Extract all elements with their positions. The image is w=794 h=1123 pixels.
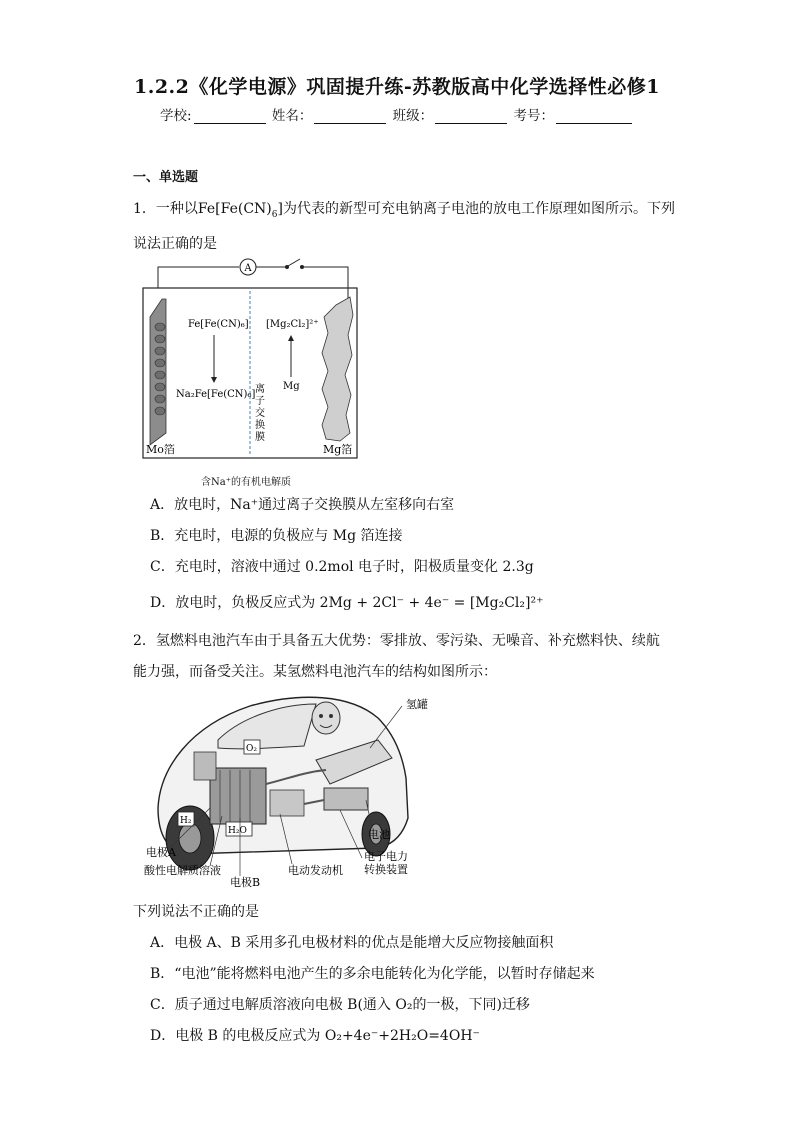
left-wire: [158, 267, 239, 288]
right-wire: [304, 267, 348, 303]
ammeter-label: A: [244, 263, 252, 274]
name-label: 姓名：: [271, 108, 313, 124]
q2-stem-question: 下列说法不正确的是: [133, 904, 259, 920]
q1-formula-main: Fe[Fe(CN): [197, 201, 272, 217]
q1-stem-line2: 说法正确的是: [133, 236, 217, 252]
driver-icon: [312, 702, 340, 734]
q1-formula-sub: 6: [271, 209, 278, 220]
q1-formula-close: ]: [277, 201, 283, 217]
mg-foil-electrode: [322, 297, 353, 441]
electric-motor: [270, 790, 304, 816]
electrolyte-label: 酸性电解质溶液: [144, 864, 221, 877]
q2-option-a[interactable]: A．电极 A、B 采用多孔电极材料的优点是能增大反应物接触面积: [150, 935, 554, 951]
converter-label-line2: 转换装置: [364, 863, 408, 876]
q1-option-b[interactable]: B．充电时，电源的负极应与 Mg 箔连接: [150, 528, 403, 544]
membrane-char-3: 交: [255, 408, 265, 419]
membrane-char-4: 换: [255, 420, 265, 431]
battery-label: 电池: [368, 828, 390, 841]
compressor: [194, 752, 216, 780]
h2-tag: H₂: [180, 816, 192, 826]
q2-option-d[interactable]: D．电极 B 的电极反应式为 O₂+4e⁻+2H₂O=4OH⁻: [150, 1028, 480, 1044]
exam-number-label: 考号：: [513, 108, 554, 124]
q2-option-b[interactable]: B．“电池”能将燃料电池产生的多余电能转化为化学能，以暂时存储起来: [150, 966, 595, 982]
student-info-line: [0, 104, 794, 124]
name-blank[interactable]: [314, 109, 386, 124]
o2-tag: O₂: [246, 744, 257, 754]
switch-icon: [288, 259, 300, 266]
species-mg: Mg: [283, 381, 300, 392]
arrow-head-up: [288, 335, 294, 341]
q1-option-a[interactable]: A．放电时，Na⁺通过离子交换膜从左室移向右室: [150, 497, 455, 513]
q1-suffix: 为代表的新型可充电钠离子电池的放电工作原理如图所示。下列: [282, 201, 675, 217]
species-na2fe-fecn: Na₂Fe[Fe(CN)₆]: [176, 389, 256, 400]
electrode-b-label: 电极B: [230, 876, 261, 888]
q1-prefix: 1．一种以: [133, 201, 198, 217]
mg-foil-label: Mg箔: [323, 443, 353, 456]
battery-diagram: [140, 255, 362, 463]
membrane-char-2: 子: [255, 396, 265, 407]
membrane-char-1: 离: [255, 384, 265, 395]
electrode-a-label: 电极A: [146, 846, 176, 859]
figure1-caption: 含Na⁺的有机电解质: [201, 477, 291, 488]
q2-stem-line1: 2．氢燃料电池汽车由于具备五大优势：零排放、零污染、无噪音、补充燃料快、续航: [133, 633, 660, 649]
q2-stem-line2: 能力强，而备受关注。某氢燃料电池汽车的结构如图所示：: [133, 664, 497, 680]
converter-label-line1: 电子电力: [364, 850, 408, 863]
fuel-cell-car-diagram: [140, 688, 430, 888]
switch-terminal-right: [300, 265, 304, 269]
class-blank[interactable]: [435, 109, 507, 124]
q1-stem-line1: [133, 198, 675, 220]
section-heading: 一、单选题: [133, 170, 199, 185]
q2-option-c[interactable]: C．质子通过电解质溶液向电极 B(通入 O₂的一极，下同)迁移: [150, 997, 530, 1013]
q1-option-d[interactable]: D．放电时，负极反应式为 2Mg + 2Cl⁻ + 4e⁻ = [Mg₂Cl₂]²⁺: [150, 595, 544, 611]
school-blank[interactable]: [194, 109, 266, 124]
species-mg2cl2: [Mg₂Cl₂]²⁺: [266, 319, 319, 330]
fuel-cell-stack: [210, 768, 266, 824]
q1-formula: [197, 201, 283, 220]
page-title: 1.2.2《化学电源》巩固提升练-苏教版高中化学选择性必修1: [134, 76, 660, 98]
q1-option-c[interactable]: C．充电时，溶液中通过 0.2mol 电子时，阳极质量变化 2.3g: [150, 559, 534, 575]
exam-number-blank[interactable]: [556, 109, 632, 124]
school-label: 学校:: [160, 108, 192, 124]
h2o-tag: H₂O: [228, 826, 247, 836]
motor-label: 电动发动机: [288, 864, 343, 877]
arrow-head-down: [211, 377, 217, 383]
mo-foil-label: Mo箔: [146, 443, 175, 456]
hydrogen-tank-label: 氢罐: [406, 698, 428, 711]
battery-pack: [324, 788, 368, 810]
species-fe-fecn: Fe[Fe(CN)₆]: [188, 319, 249, 330]
class-label: 班级：: [392, 108, 434, 124]
membrane-char-5: 膜: [255, 432, 265, 443]
